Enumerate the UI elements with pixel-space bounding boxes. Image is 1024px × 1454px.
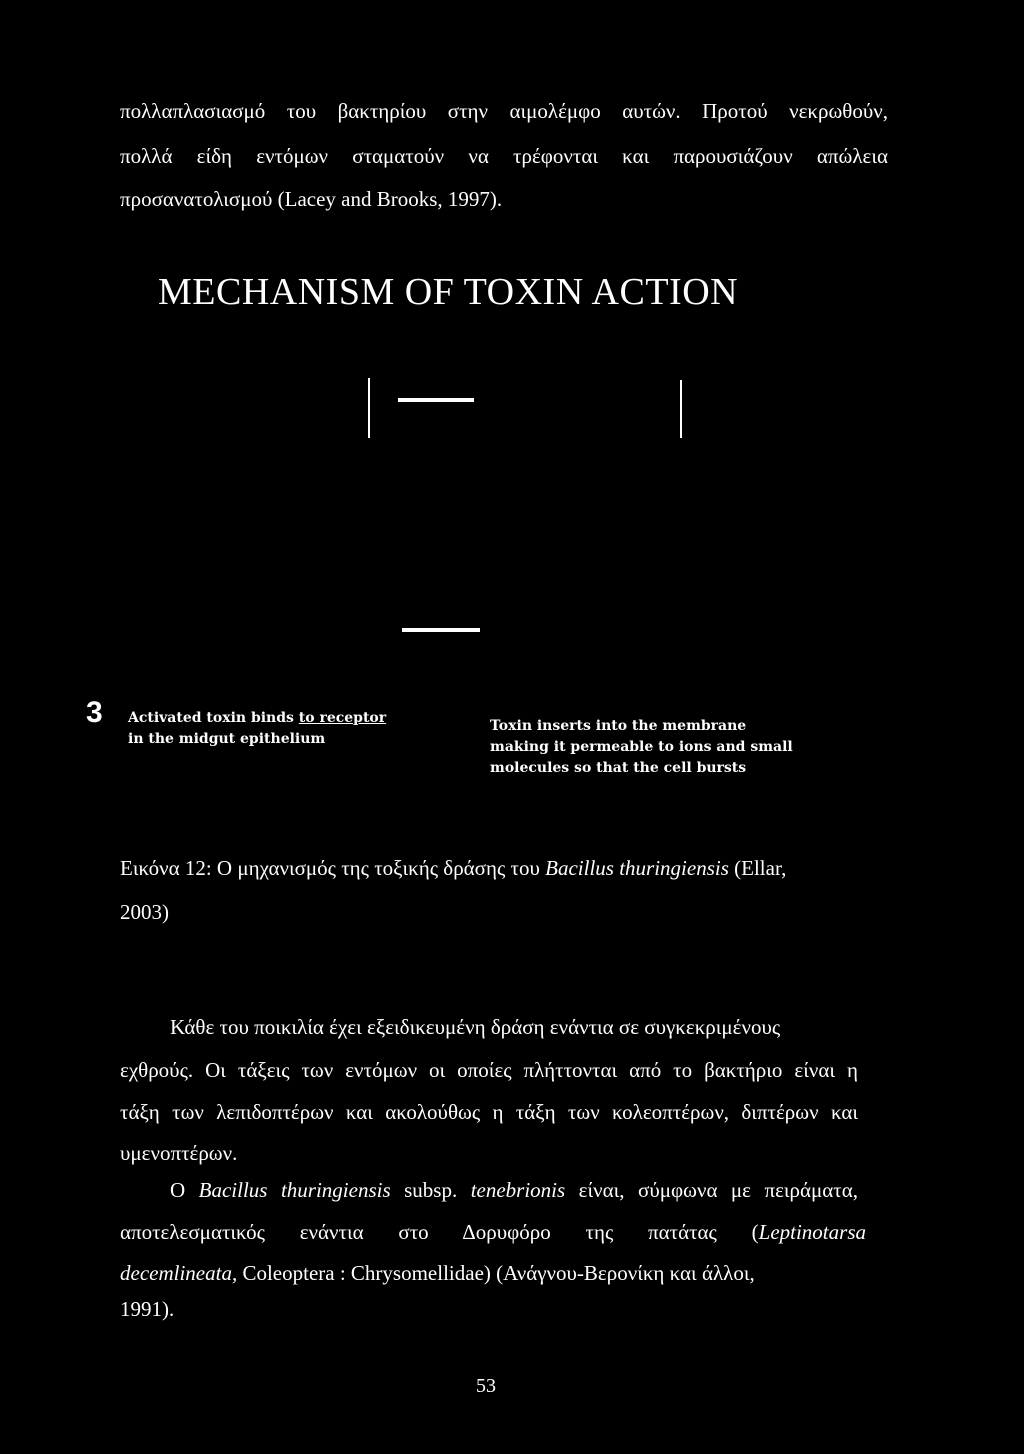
figure-title: MECHANISM OF TOXIN ACTION bbox=[158, 271, 739, 313]
figure-left-bar bbox=[368, 378, 370, 438]
figure-caption-line-1: Εικόνα 12: Ο μηχανισμός της τοξικής δράσης του Bacillus thuringiensis (Ellar, bbox=[120, 856, 787, 880]
figure-caption-line-2: 2003) bbox=[120, 900, 169, 924]
paragraph1-line-1: Κάθε του ποικιλία έχει εξειδικευμένη δράση ενάντια σε συγκεκριμένους bbox=[170, 1015, 781, 1039]
right-caption-line-2: making it permeable to ions and small bbox=[490, 739, 793, 755]
paragraph2-line-2: αποτελεσματικός ενάντια στο Δορυφόρο της πατάτας (Leptinotarsa bbox=[120, 1220, 866, 1244]
species-name-2: Bacillus thuringiensis bbox=[198, 1178, 391, 1202]
paragraph1-line-3: τάξη των λεπιδοπτέρων και ακολούθως η τάξη των κολεοπτέρων, διπτέρων και bbox=[120, 1100, 858, 1124]
figure-top-dash bbox=[398, 398, 474, 402]
subspecies-name: tenebrionis bbox=[470, 1178, 566, 1202]
paragraph2-line-3: decemlineata, Coleoptera : Chrysomellidae) (Ανάγνου-Βερονίκη και άλλοι, bbox=[120, 1261, 755, 1285]
species-name: Bacillus thuringiensis bbox=[545, 856, 729, 880]
figure-right-bar bbox=[680, 380, 682, 438]
left-caption bbox=[128, 708, 386, 750]
paragraph1-line-4: υμενοπτέρων. bbox=[120, 1141, 238, 1165]
page-number: 53 bbox=[476, 1375, 496, 1397]
left-caption-line-1: Activated toxin binds to receptor bbox=[128, 710, 387, 726]
right-caption-line-3: molecules so that the cell bursts bbox=[490, 760, 747, 776]
intro-line-1: πολλαπλασιασμό του βακτηρίου στην αιμολέμφο αυτών. Προτού νεκρωθούν, bbox=[120, 99, 888, 123]
intro-line-2: πολλά είδη εντόμων σταματούν να τρέφονται και παρουσιάζουν απώλεια bbox=[120, 144, 888, 168]
figure-bottom-dash bbox=[402, 628, 480, 632]
right-caption bbox=[490, 716, 793, 779]
step-number: 3 bbox=[86, 696, 103, 729]
left-caption-line-2: in the midgut epithelium bbox=[128, 731, 326, 747]
intro-line-3: προσανατολισμού (Lacey and Brooks, 1997). bbox=[120, 187, 503, 211]
right-caption-line-1: Toxin inserts into the membrane bbox=[490, 718, 747, 734]
paragraph2-line-1: Ο Bacillus thuringiensis subsp. tenebrionis είναι, σύμφωνα με πειράματα, bbox=[170, 1178, 858, 1202]
receptor-label: to receptor bbox=[298, 710, 387, 726]
paragraph2-line-4: 1991). bbox=[120, 1297, 175, 1321]
genus-name: Leptinotarsa bbox=[758, 1220, 866, 1244]
paragraph1-line-2: εχθρούς. Οι τάξεις των εντόμων οι οποίες πλήττονται από το βακτήριο είναι η bbox=[120, 1058, 858, 1082]
epithet-name: decemlineata, bbox=[120, 1261, 238, 1285]
